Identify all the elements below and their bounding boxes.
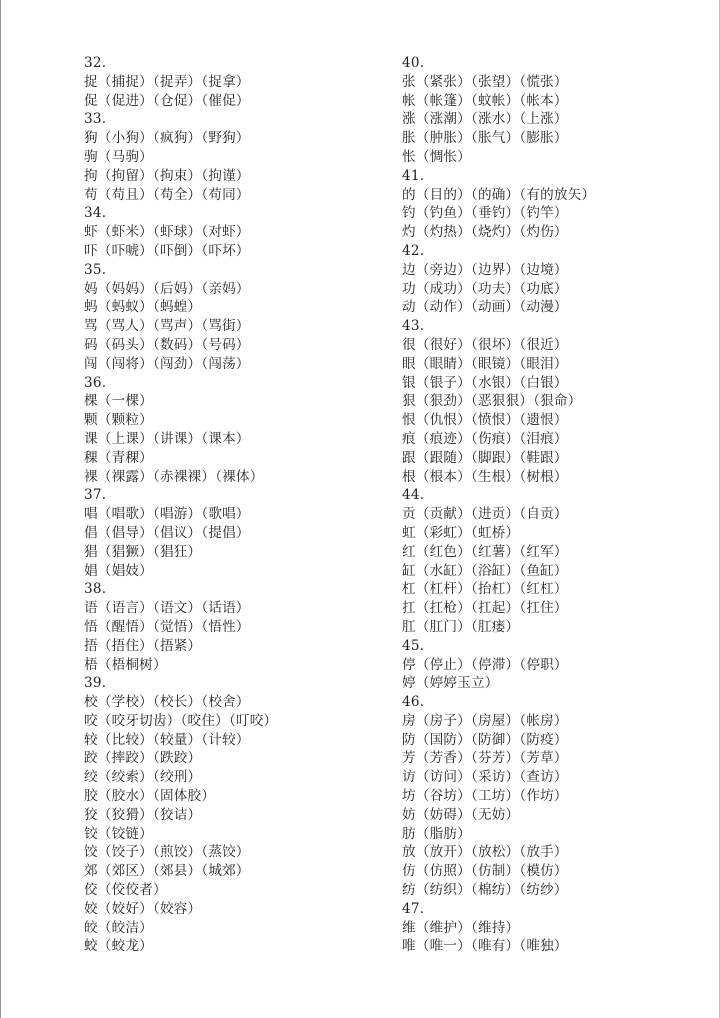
vocab-line: 饺（饺子）（煎饺）（蒸饺） bbox=[84, 844, 250, 861]
vocab-line: 张（紧张）（张望）（慌张） bbox=[402, 73, 568, 90]
vocab-line: 吓（吓唬）（吓倒）（吓坏） bbox=[84, 242, 250, 259]
vocab-line: 钓（钓鱼）（垂钓）（钓竿） bbox=[402, 205, 568, 222]
vocab-line: 婷（婷婷玉立） bbox=[402, 675, 499, 692]
vocab-line: 苟（苟且）（苟全）（苟同） bbox=[84, 186, 250, 203]
vocab-line: 胀（肿胀）（胀气）（膨胀） bbox=[402, 130, 568, 147]
vocab-line: 颗（颗粒） bbox=[84, 412, 153, 429]
vocab-line: 帐（帐篷）（蚊帐）（帐本） bbox=[402, 92, 568, 109]
vocab-line: 蚂（蚂蚁）（蚂蝗） bbox=[84, 299, 202, 316]
vocab-line: 37. bbox=[84, 487, 107, 504]
vocab-line: 眼（眼睛）（眼镜）（眼泪） bbox=[402, 355, 568, 372]
vocab-line: 杠（杠杆）（抬杠）（红杠） bbox=[402, 581, 568, 598]
vocab-line: 停（停止）（停滞）（停职） bbox=[402, 656, 568, 673]
vocab-line: 肛（肛门）（肛瘘） bbox=[402, 618, 520, 635]
vocab-line: 佼（佼佼者） bbox=[84, 882, 167, 899]
vocab-line: 纺（纺织）（棉纺）（纺纱） bbox=[402, 882, 568, 899]
vocab-line: 虹（彩虹）（虹桥） bbox=[402, 524, 520, 541]
vocab-line: 40. bbox=[402, 55, 425, 71]
vocab-line: 的（目的）（的确）（有的放矢） bbox=[402, 186, 596, 203]
vocab-line: 捉（捕捉）（捉弄）（捉拿） bbox=[84, 73, 250, 90]
vocab-line: 狡（狡猾）（狡诘） bbox=[84, 806, 202, 823]
vocab-line: 唯（唯一）（唯有）（唯独） bbox=[402, 938, 568, 955]
vocab-line: 肪（脂肪） bbox=[402, 825, 471, 842]
vocab-line: 蛟（蛟龙） bbox=[84, 938, 153, 955]
vocab-line: 扛（扛枪）（扛起）（扛住） bbox=[402, 600, 568, 617]
vocab-line: 妈（妈妈）（后妈）（亲妈） bbox=[84, 280, 250, 297]
vocab-line: 胶（胶水）（固体胶） bbox=[84, 788, 216, 805]
vocab-line: 放（放开）（放松）（放手） bbox=[402, 844, 568, 861]
vocab-line: 坊（谷坊）（工坊）（作坊） bbox=[402, 788, 568, 805]
vocab-line: 恨（仇恨）（愤恨）（遗恨） bbox=[402, 412, 568, 429]
vocab-line: 咬（咬牙切齿）（咬住）（叮咬） bbox=[84, 712, 278, 729]
vocab-line: 功（成功）（功夫）（功底） bbox=[402, 280, 568, 297]
vocab-line: 44. bbox=[402, 487, 425, 504]
vocab-line: 捂（捂住）（捂紧） bbox=[84, 637, 202, 654]
vocab-line: 唱（唱歌）（唱游）（歌唱） bbox=[84, 506, 250, 523]
vocab-line: 42. bbox=[402, 242, 425, 259]
vocab-line: 46. bbox=[402, 694, 425, 711]
left-column bbox=[84, 54, 277, 956]
vocab-line: 稞（青稞） bbox=[84, 449, 153, 466]
vocab-line: 姣（姣好）（姣容） bbox=[84, 900, 202, 917]
vocab-line: 39. bbox=[84, 675, 107, 692]
vocab-line: 皎（皎洁） bbox=[84, 919, 153, 936]
vocab-line: 芳（芳香）（芬芳）（芳草） bbox=[402, 750, 568, 767]
vocab-line: 银（银子）（水银）（白银） bbox=[402, 374, 568, 391]
vocab-line: 41. bbox=[402, 167, 425, 184]
vocab-line: 驹（马驹） bbox=[84, 148, 153, 165]
vocab-line: 35. bbox=[84, 261, 107, 278]
vocab-line: 36. bbox=[84, 374, 107, 391]
vocab-line: 房（房子）（房屋）（帐房） bbox=[402, 712, 568, 729]
vocab-line: 狠（狠劲）（恶狠狠）（狠命） bbox=[402, 393, 582, 410]
vocab-line: 促（促进）（仓促）（催促） bbox=[84, 92, 250, 109]
vocab-line: 红（红色）（红薯）（红军） bbox=[402, 543, 568, 560]
vocab-line: 47. bbox=[402, 900, 425, 917]
vocab-line: 虾（虾米）（虾球）（对虾） bbox=[84, 224, 250, 241]
vocab-line: 倡（倡导）（倡议）（提倡） bbox=[84, 524, 250, 541]
vocab-line: 绞（绞索）（绞刑） bbox=[84, 769, 202, 786]
vocab-line: 悟（醒悟）（觉悟）（悟性） bbox=[84, 618, 250, 635]
vocab-line: 38. bbox=[84, 581, 107, 598]
vocab-line: 动（动作）（动画）（动漫） bbox=[402, 299, 568, 316]
vocab-line: 郊（郊区）（郊县）（城郊） bbox=[84, 863, 250, 880]
vocab-line: 痕（痕迹）（伤痕）（泪痕） bbox=[402, 430, 568, 447]
vocab-line: 很（很好）（很坏）（很近） bbox=[402, 336, 568, 353]
vocab-line: 34. bbox=[84, 205, 107, 222]
vocab-line: 33. bbox=[84, 111, 107, 128]
vocab-line: 梧（梧桐树） bbox=[84, 656, 167, 673]
vocab-line: 仿（仿照）（仿制）（模仿） bbox=[402, 863, 568, 880]
vocab-line: 跟（跟随）（脚跟）（鞋跟） bbox=[402, 449, 568, 466]
vocab-line: 边（旁边）（边界）（边境） bbox=[402, 261, 568, 278]
vocab-line: 跤（摔跤）（跌跤） bbox=[84, 750, 202, 767]
vocab-line: 妨（妨碍）（无妨） bbox=[402, 806, 520, 823]
vocab-line: 较（比较）（较量）（计较） bbox=[84, 731, 250, 748]
vocab-line: 访（访问）（采访）（查访） bbox=[402, 769, 568, 786]
vocab-line: 铰（铰链） bbox=[84, 825, 153, 842]
page-border-left bbox=[0, 0, 1, 1018]
vocab-line: 防（国防）（防御）（防疫） bbox=[402, 731, 568, 748]
vocab-line: 拘（拘留）（拘束）（拘谨） bbox=[84, 167, 250, 184]
right-column bbox=[402, 54, 595, 956]
vocab-line: 裸（裸露）（赤裸裸）（裸体） bbox=[84, 468, 264, 485]
vocab-line: 狗（小狗）（疯狗）（野狗） bbox=[84, 130, 250, 147]
vocab-line: 贡（贡献）（进贡）（自贡） bbox=[402, 506, 568, 523]
vocab-line: 语（语言）（语文）（话语） bbox=[84, 600, 250, 617]
vocab-line: 灼（灼热）（烧灼）（灼伤） bbox=[402, 224, 568, 241]
vocab-line: 32. bbox=[84, 55, 107, 71]
vocab-line: 棵（一棵） bbox=[84, 393, 153, 410]
vocab-line: 猖（猖獗）（猖狂） bbox=[84, 543, 202, 560]
vocab-line: 娼（娼妓） bbox=[84, 562, 153, 579]
vocab-line: 缸（水缸）（浴缸）（鱼缸） bbox=[402, 562, 568, 579]
vocab-line: 码（码头）（数码）（号码） bbox=[84, 336, 250, 353]
vocab-line: 课（上课）（讲课）（课本） bbox=[84, 430, 250, 447]
vocab-line: 根（根本）（生根）（树根） bbox=[402, 468, 568, 485]
vocab-line: 闯（闯将）（闯劲）（闯荡） bbox=[84, 355, 250, 372]
vocab-line: 涨（涨潮）（涨水）（上涨） bbox=[402, 111, 568, 128]
vocab-line: 维（维护）（维持） bbox=[402, 919, 520, 936]
vocab-line: 骂（骂人）（骂声）（骂街） bbox=[84, 318, 250, 335]
vocab-line: 43. bbox=[402, 318, 425, 335]
vocab-line: 45. bbox=[402, 637, 425, 654]
vocab-line: 怅（惆怅） bbox=[402, 148, 471, 165]
vocab-line: 校（学校）（校长）（校舍） bbox=[84, 694, 250, 711]
